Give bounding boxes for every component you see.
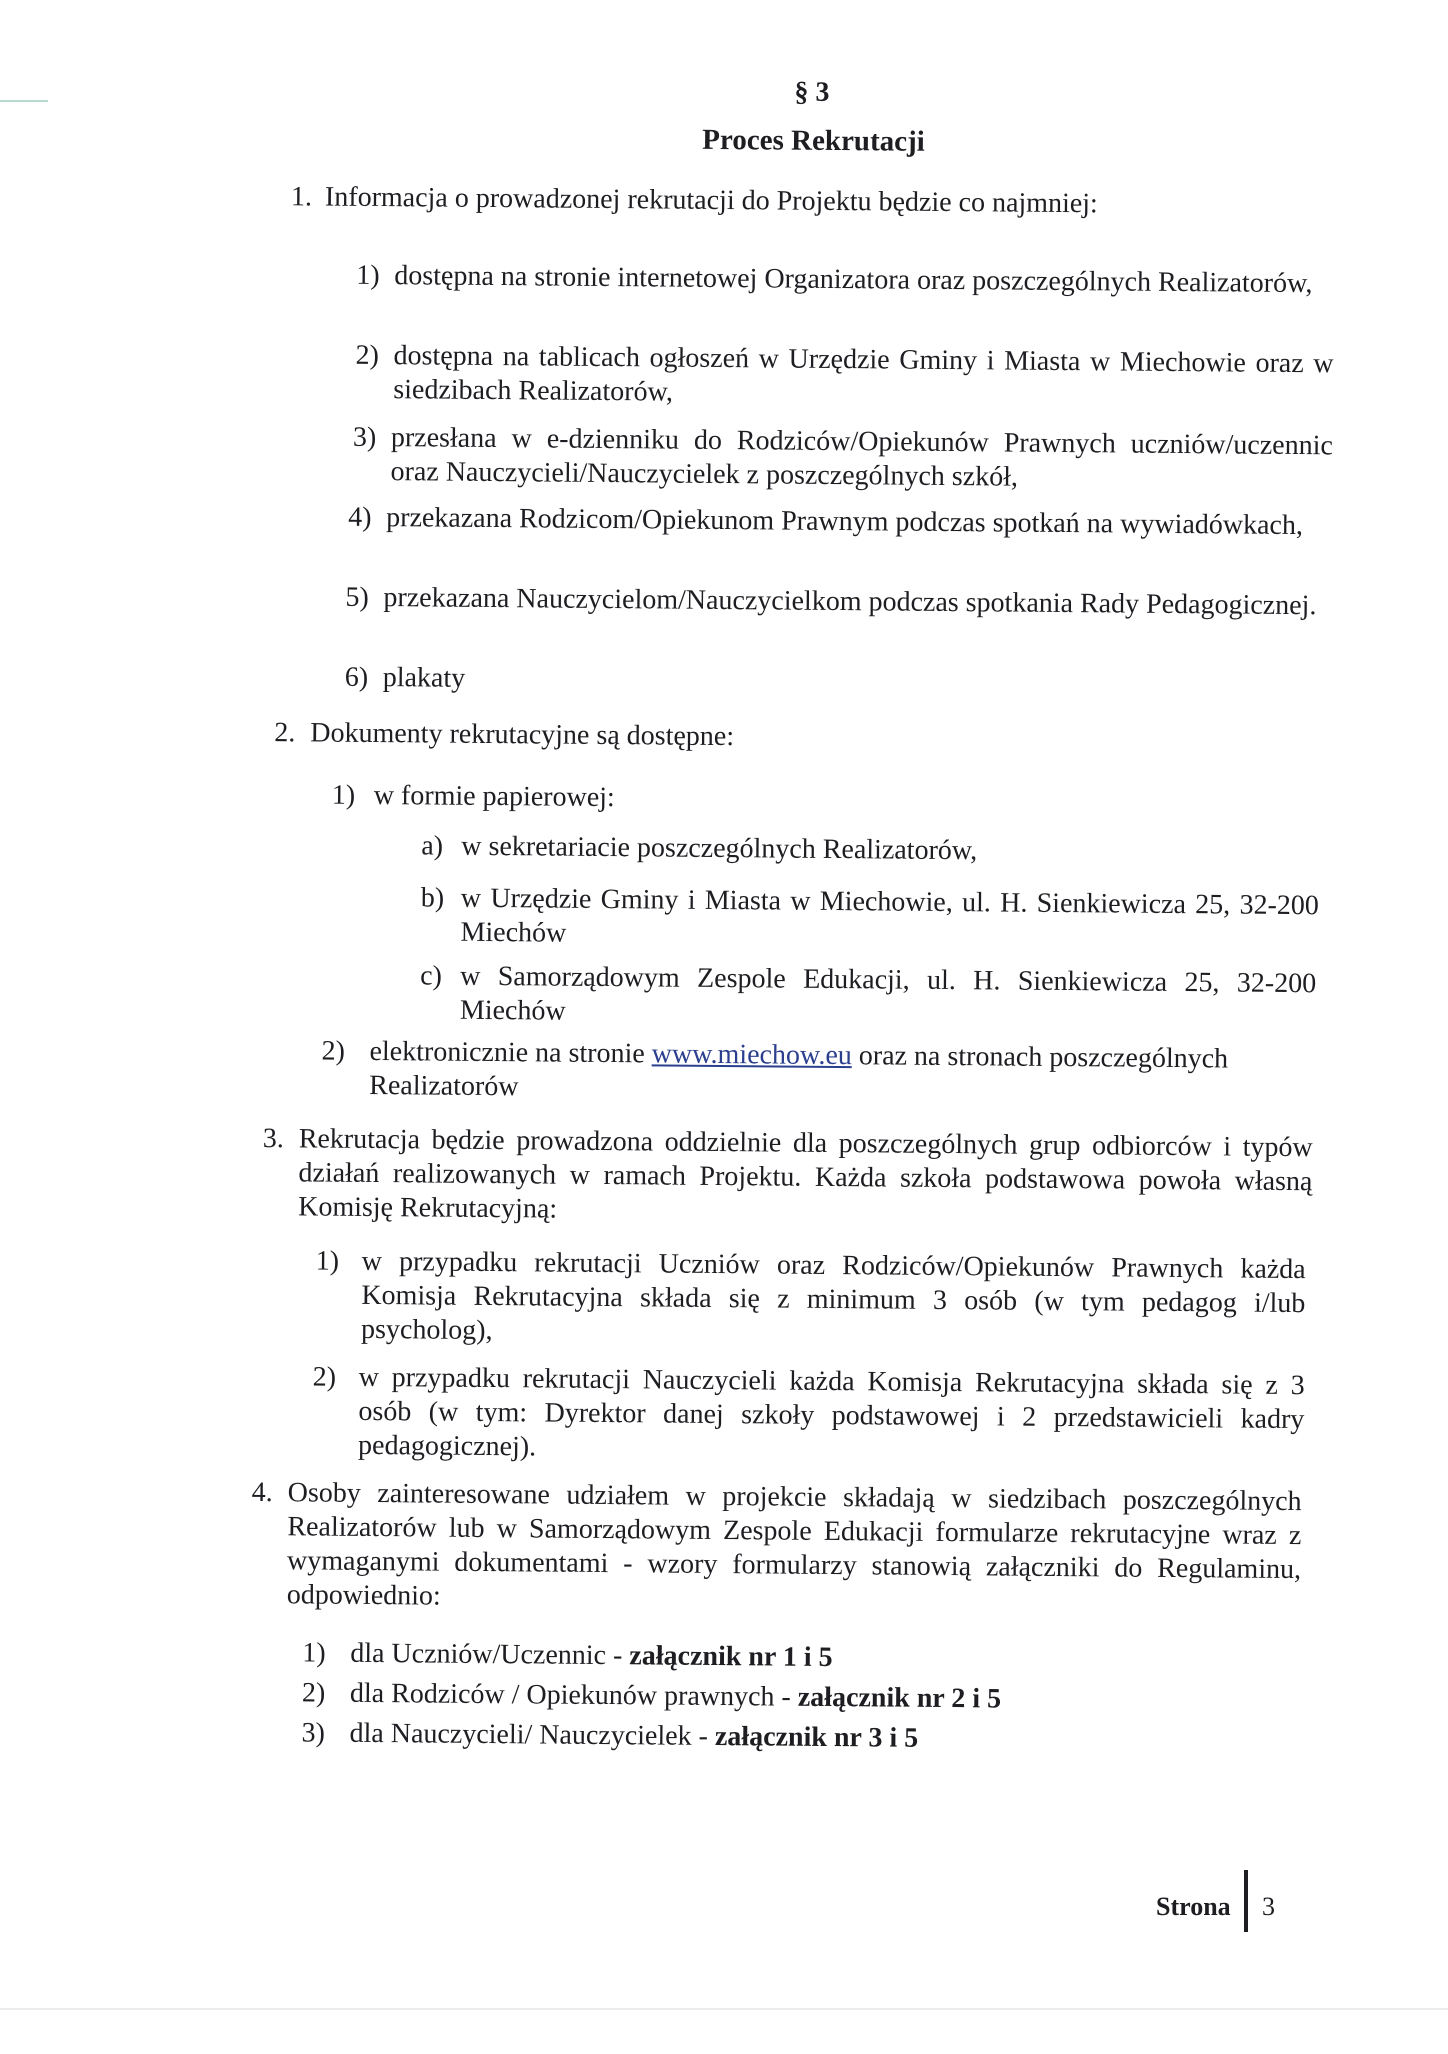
attachment-ref: załącznik nr 1 i 5	[629, 1640, 833, 1674]
item-text: w przypadku rekrutacji Nauczycieli każda Komisja Rekrutacyjna składa się z 3 osób (w tym: Dyrektor danej szkoły podstawowej i 2 przedstawicieli kadry pedagogicznej).	[357, 1361, 1305, 1463]
footer-page-label: Strona	[1156, 1892, 1231, 1921]
attachment-ref: załącznik nr 2 i 5	[797, 1681, 1002, 1715]
list-subitem	[420, 882, 1319, 957]
footer-page-number: 3	[1262, 1892, 1275, 1921]
item-number: 2)	[355, 339, 380, 371]
website-link[interactable]: www.miechow.eu	[651, 1038, 852, 1072]
list-item	[315, 1245, 1306, 1355]
point-4	[251, 1476, 1302, 1621]
item-number: 4)	[348, 501, 372, 533]
list-item	[348, 501, 1332, 543]
subitem-letter: c)	[420, 960, 443, 992]
point-text-content: Rekrutacja będzie prowadzona oddzielnie dla poszczególnych grup odbiorców i typów działań realizowanych w ramach Projektu. Każda szkoła podstawowa powoła własną Komisję Rekrutacyjną:	[298, 1123, 1313, 1225]
item-number: 1)	[331, 779, 356, 811]
footer-divider	[1244, 1870, 1248, 1932]
list-item	[302, 1637, 1250, 1679]
point-number: 3.	[262, 1123, 284, 1155]
point-text-content: Osoby zainteresowane udziałem w projekcie składają w siedzibach poszczególnych Realizatorów lub w Samorządowym Zespole Edukacji formularze rekrutacyjne wraz z wymaganymi dokumentami - wzory formularzy stanowią załączniki do Regulaminu, odpowiednio:	[286, 1477, 1302, 1612]
point-text	[262, 1122, 1313, 1233]
item-number: 6)	[344, 661, 369, 693]
section-title: Proces Rekrutacji	[702, 123, 925, 158]
item-number: 3)	[301, 1717, 326, 1749]
item-number: 3)	[352, 421, 377, 453]
list-item	[356, 259, 1334, 301]
item-text-after: oraz na stronach poszczególnych Realizatorów	[369, 1040, 1229, 1103]
list-item	[331, 779, 974, 818]
item-text: dostępna na tablicach ogłoszeń w Urzędzie Gminy i Miasta w Miechowie oraz w siedzibach Realizatorów,	[393, 340, 1334, 408]
point-number: 4.	[251, 1476, 273, 1509]
list-item	[345, 581, 1331, 623]
item-text: przekazana Nauczycielom/Nauczycielkom podczas spotkania Rady Pedagogicznej.	[383, 582, 1317, 622]
point-text	[251, 1476, 1302, 1621]
list-item	[301, 1717, 1249, 1759]
point-1	[290, 180, 1175, 222]
point-2	[274, 716, 974, 756]
item-text: dostępna na stronie internetowej Organizatora oraz poszczególnych Realizatorów,	[394, 260, 1313, 300]
list-item	[352, 421, 1333, 497]
item-text: dla Nauczycieli/ Nauczycielek -	[349, 1717, 709, 1752]
item-text: przesłana w e-dzienniku do Rodziców/Opiekunów Prawnych uczniów/uczennic oraz Nauczycieli/Nauczycielek z poszczególnych szkół,	[390, 422, 1333, 493]
item-number: 1)	[302, 1637, 326, 1669]
item-number: 5)	[345, 581, 369, 613]
item-text: dla Uczniów/Uczennic -	[350, 1637, 623, 1672]
subitem-text: w Samorządowym Zespole Edukacji, ul. H. Sienkiewicza 25, 32-200 Miechów	[459, 960, 1317, 1027]
item-text: w formie papierowej:	[373, 779, 615, 814]
item-number: 2)	[312, 1361, 337, 1393]
subitem-letter: a)	[421, 830, 444, 862]
point-3	[262, 1122, 1313, 1233]
subitem-text: w sekretariacie poszczególnych Realizatorów,	[461, 830, 978, 867]
list-item	[355, 339, 1334, 415]
list-subitem	[420, 960, 1317, 1035]
point-text: Informacja o prowadzonej rekrutacji do Projektu będzie co najmniej:	[324, 181, 1098, 220]
section-number: § 3	[794, 76, 830, 108]
item-text: przekazana Rodzicom/Opiekunom Prawnym podczas spotkań na wywiadówkach,	[386, 502, 1304, 542]
item-number: 1)	[356, 259, 380, 292]
point-number: 2.	[274, 717, 296, 749]
list-item	[321, 1035, 1310, 1111]
point-text: Dokumenty rekrutacyjne są dostępne:	[310, 717, 735, 753]
item-text: plakaty	[382, 662, 466, 694]
list-item	[301, 1677, 1250, 1719]
item-text-before: elektronicznie na stronie	[369, 1035, 645, 1070]
item-text: w przypadku rekrutacji Uczniów oraz Rodziców/Opiekunów Prawnych każda Komisja Rekrutacyjna składa się z minimum 3 osób (w tym pedagog i/lub psycholog),	[360, 1245, 1306, 1347]
point-number: 1.	[290, 181, 313, 213]
item-number: 2)	[301, 1677, 326, 1709]
item-number: 1)	[315, 1245, 340, 1277]
list-item	[312, 1361, 1305, 1471]
list-subitem	[421, 830, 1321, 872]
attachment-ref: załącznik nr 3 i 5	[714, 1720, 919, 1754]
item-number: 2)	[321, 1035, 346, 1067]
item-text: dla Rodziców / Opiekunów prawnych -	[349, 1677, 791, 1713]
subitem-text: w Urzędzie Gminy i Miasta w Miechowie, ul. H. Sienkiewicza 25, 32-200 Miechów	[460, 882, 1319, 949]
list-item	[344, 661, 983, 700]
subitem-letter: b)	[420, 882, 445, 914]
